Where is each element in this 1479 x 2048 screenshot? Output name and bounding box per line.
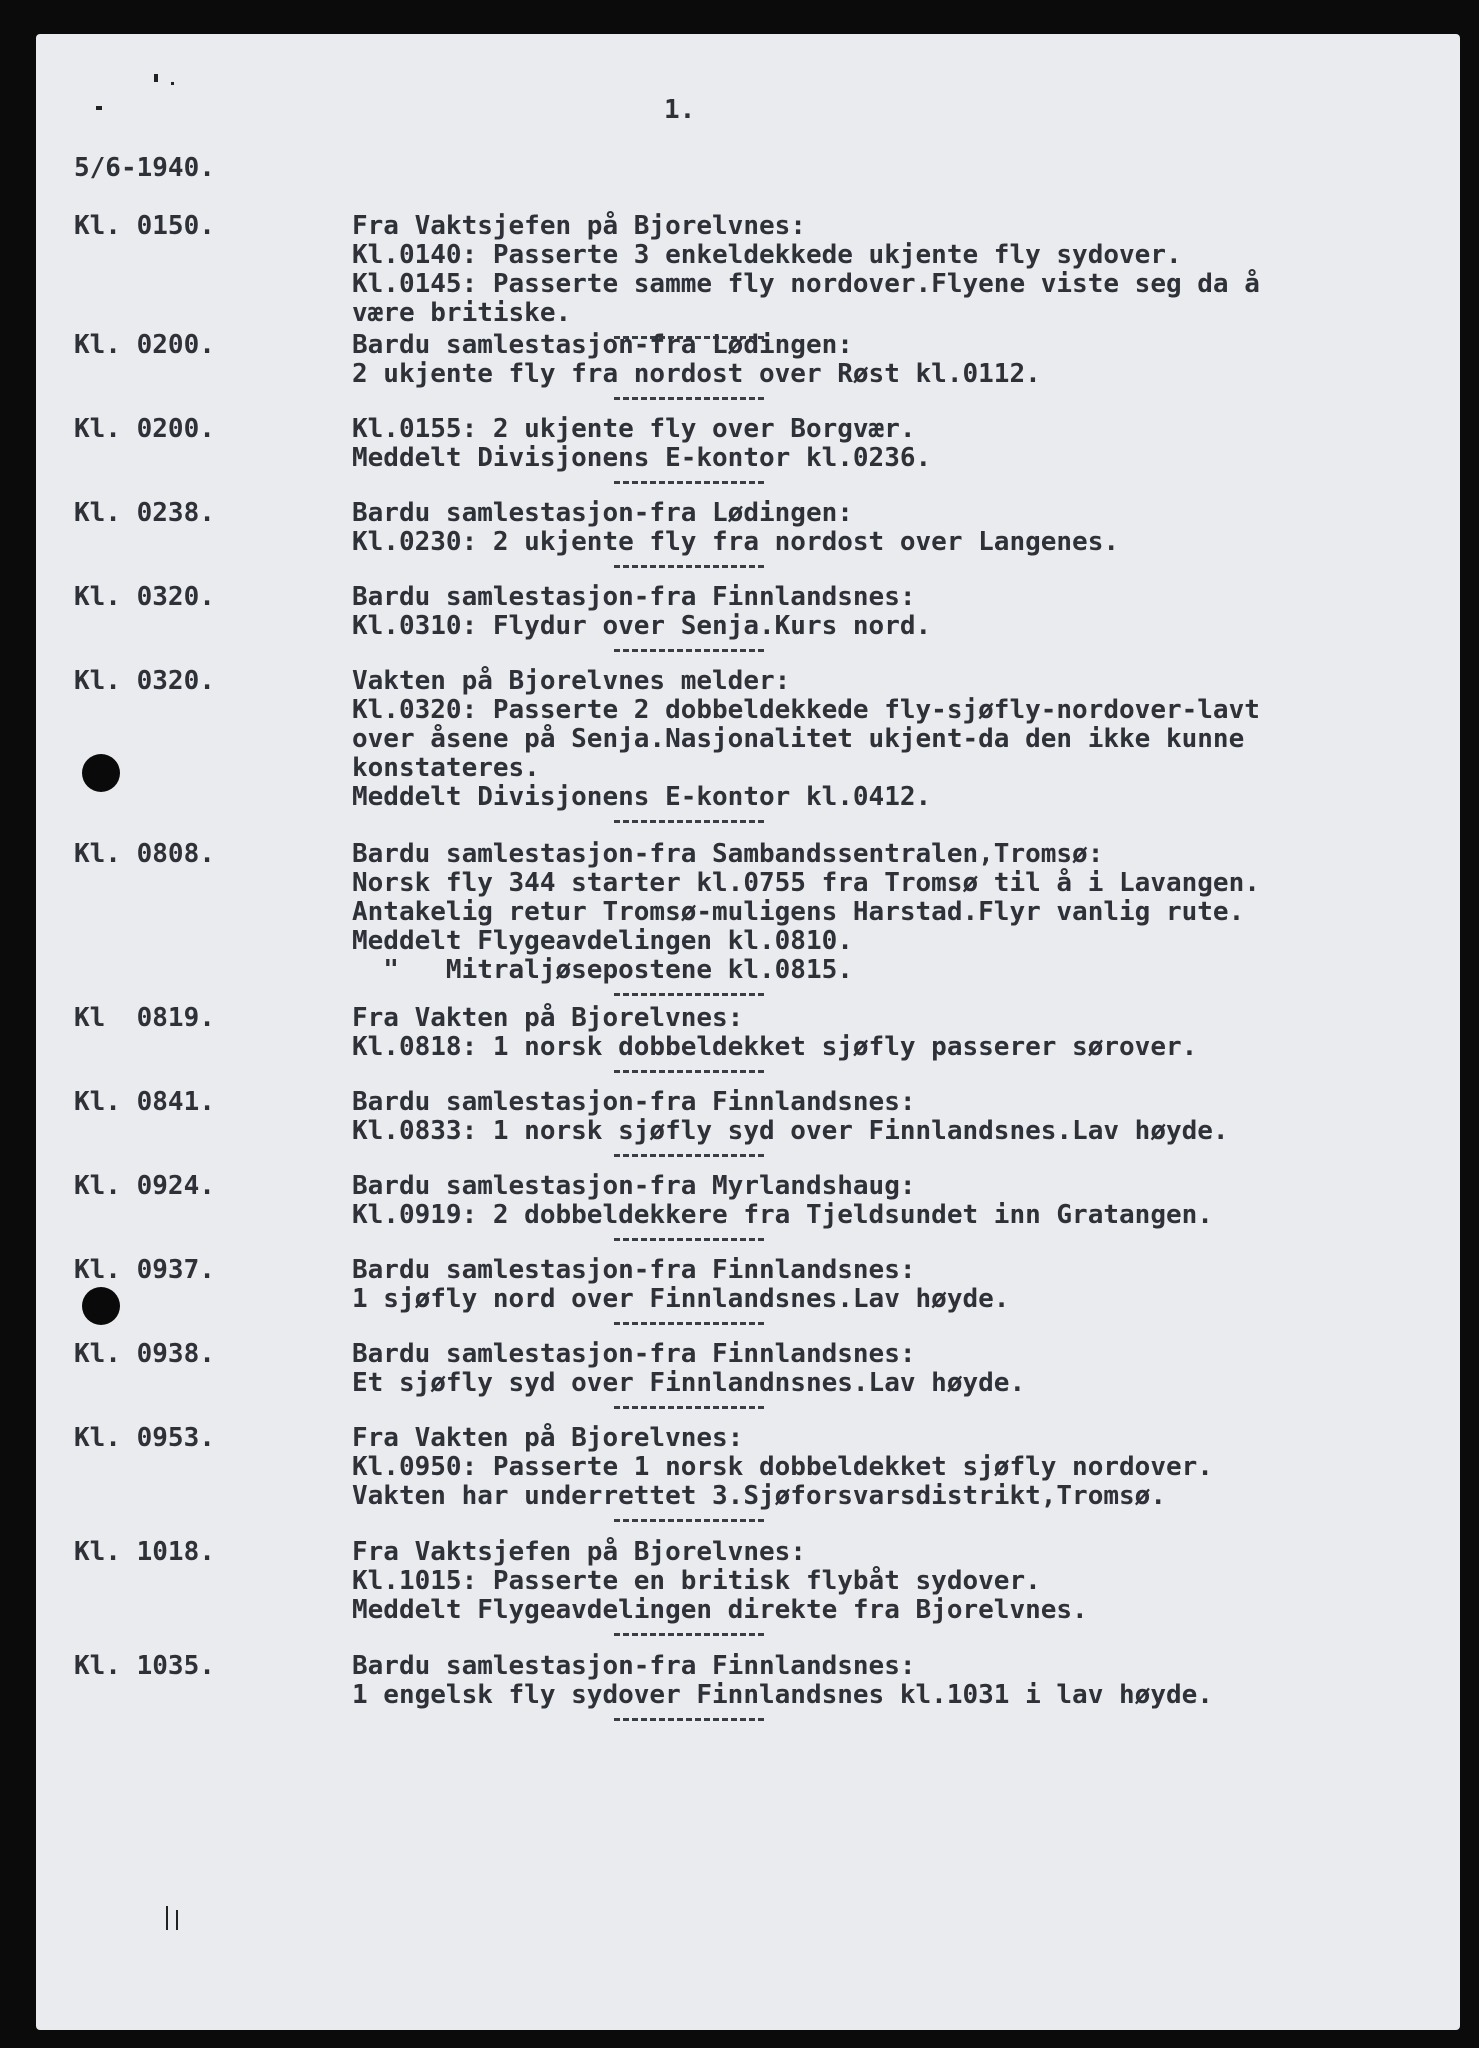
entry-divider <box>614 820 764 823</box>
entry-time: Kl 0819. <box>74 1003 215 1033</box>
entry-time: Kl. 0320. <box>74 582 215 612</box>
entry-line: konstateres. <box>352 753 540 783</box>
entry-line: over åsene på Senja.Nasjonalitet ukjent-da den ikke kunne <box>352 724 1245 754</box>
entry-text <box>352 583 931 641</box>
entry-line: Fra Vakten på Bjorelvnes: <box>352 1423 744 1453</box>
entry-time: Kl. 0841. <box>74 1087 215 1117</box>
entry-line: Antakelig retur Tromsø-muligens Harstad.Flyr vanlig rute. <box>352 897 1245 927</box>
entry-divider <box>614 1406 764 1409</box>
entry-line: Bardu samlestasjon-fra Finnlandsnes: <box>352 1087 916 1117</box>
entry-line: Bardu samlestasjon-fra Lødingen: <box>352 330 853 360</box>
entry-line: Meddelt Flygeavdelingen kl.0810. <box>352 926 853 956</box>
entry-line: Bardu samlestasjon-fra Sambandssentralen,Tromsø: <box>352 839 1104 869</box>
document-date: 5/6-1940. <box>74 153 215 183</box>
entry-text <box>352 212 1260 328</box>
entry-line: Meddelt Divisjonens E-kontor kl.0236. <box>352 443 932 473</box>
entry-line: 1 sjøfly nord over Finnlandsnes.Lav høyde. <box>352 1284 1010 1314</box>
entry-divider <box>614 1070 764 1073</box>
entry-divider <box>614 1633 764 1636</box>
page-number: 1. <box>664 95 696 125</box>
entry-divider <box>614 993 764 996</box>
entry-line: 1 engelsk fly sydover Finnlandsnes kl.1031 i lav høyde. <box>352 1680 1213 1710</box>
entry-text <box>352 415 931 473</box>
punch-hole <box>82 754 120 792</box>
entry-divider <box>614 565 764 568</box>
entry-text <box>352 1424 1213 1511</box>
stray-mark <box>166 1906 168 1930</box>
entry-text <box>352 1652 1213 1710</box>
entry-time: Kl. 0924. <box>74 1171 215 1201</box>
entry-line: Vakten på Bjorelvnes melder: <box>352 666 791 696</box>
entry-line: Bardu samlestasjon-fra Finnlandsnes: <box>352 1339 916 1369</box>
entry-divider <box>614 481 764 484</box>
entry-line: være britiske. <box>352 298 572 328</box>
entry-line: Kl.0320: Passerte 2 dobbeldekkede fly-sjøfly-nordover-lavt <box>352 695 1260 725</box>
entry-text <box>352 331 1041 389</box>
entry-line: Fra Vakten på Bjorelvnes: <box>352 1003 744 1033</box>
entry-text <box>352 1538 1088 1625</box>
entry-time: Kl. 0200. <box>74 414 215 444</box>
stray-mark <box>154 74 158 82</box>
punch-hole <box>82 1287 120 1325</box>
entry-line: Kl.0919: 2 dobbeldekkere fra Tjeldsundet inn Gratangen. <box>352 1200 1213 1230</box>
entry-divider <box>614 1718 764 1721</box>
entry-line: Bardu samlestasjon-fra Myrlandshaug: <box>352 1171 916 1201</box>
entry-divider <box>614 1238 764 1241</box>
entry-line: Bardu samlestasjon-fra Finnlandsnes: <box>352 1255 916 1285</box>
entry-line: Vakten har underrettet 3.Sjøforsvarsdistrikt,Tromsø. <box>352 1481 1166 1511</box>
entry-line: " Mitraljøsepostene kl.0815. <box>352 955 853 985</box>
entry-line: Meddelt Divisjonens E-kontor kl.0412. <box>352 782 932 812</box>
entry-text <box>352 1256 1009 1314</box>
entry-text <box>352 1340 1025 1398</box>
entry-line: Fra Vaktsjefen på Bjorelvnes: <box>352 211 806 241</box>
entry-text <box>352 1004 1197 1062</box>
entry-time: Kl. 0937. <box>74 1255 215 1285</box>
entry-line: Kl.0230: 2 ukjente fly fra nordost over Langenes. <box>352 527 1120 557</box>
entry-line: 2 ukjente fly fra nordost over Røst kl.0112. <box>352 359 1041 389</box>
entry-time: Kl. 1018. <box>74 1537 215 1567</box>
entry-line: Kl.0155: 2 ukjente fly over Borgvær. <box>352 414 916 444</box>
entry-line: Kl.0140: Passerte 3 enkeldekkede ukjente fly sydover. <box>352 240 1182 270</box>
entry-line: Bardu samlestasjon-fra Finnlandsnes: <box>352 1651 916 1681</box>
entry-time: Kl. 0938. <box>74 1339 215 1369</box>
entry-text <box>352 1088 1229 1146</box>
entry-text <box>352 499 1119 557</box>
entry-line: Kl.0950: Passerte 1 norsk dobbeldekket sjøfly nordover. <box>352 1452 1213 1482</box>
entry-time: Kl. 0953. <box>74 1423 215 1453</box>
entry-time: Kl. 0200. <box>74 330 215 360</box>
entry-line: Kl.0818: 1 norsk dobbeldekket sjøfly passerer sørover. <box>352 1032 1198 1062</box>
entry-divider <box>614 649 764 652</box>
stray-mark <box>171 82 174 85</box>
entry-line: Kl.0310: Flydur over Senja.Kurs nord. <box>352 611 932 641</box>
entry-text <box>352 1172 1213 1230</box>
entry-line: Fra Vaktsjefen på Bjorelvnes: <box>352 1537 806 1567</box>
entry-line: Kl.0833: 1 norsk sjøfly syd over Finnlandsnes.Lav høyde. <box>352 1116 1229 1146</box>
stray-mark <box>176 1910 178 1930</box>
entry-text <box>352 840 1260 985</box>
entry-line: Et sjøfly syd over Finnlandnsnes.Lav høyde. <box>352 1368 1026 1398</box>
entry-time: Kl. 1035. <box>74 1651 215 1681</box>
entry-time: Kl. 0238. <box>74 498 215 528</box>
entry-line: Norsk fly 344 starter kl.0755 fra Tromsø til å i Lavangen. <box>352 868 1260 898</box>
entry-line: Meddelt Flygeavdelingen direkte fra Bjorelvnes. <box>352 1595 1088 1625</box>
entry-divider <box>614 1519 764 1522</box>
entry-line: Kl.1015: Passerte en britisk flybåt sydover. <box>352 1566 1041 1596</box>
entry-time: Kl. 0150. <box>74 211 215 241</box>
entry-divider <box>614 1322 764 1325</box>
entry-line: Bardu samlestasjon-fra Lødingen: <box>352 498 853 528</box>
entry-time: Kl. 0808. <box>74 839 215 869</box>
stray-mark <box>96 106 102 110</box>
entry-divider <box>614 397 764 400</box>
entry-line: Kl.0145: Passerte samme fly nordover.Flyene viste seg da å <box>352 269 1260 299</box>
entry-text <box>352 667 1260 812</box>
document-page <box>36 34 1460 2030</box>
entry-line: Bardu samlestasjon-fra Finnlandsnes: <box>352 582 916 612</box>
entry-divider <box>614 1154 764 1157</box>
entry-time: Kl. 0320. <box>74 666 215 696</box>
